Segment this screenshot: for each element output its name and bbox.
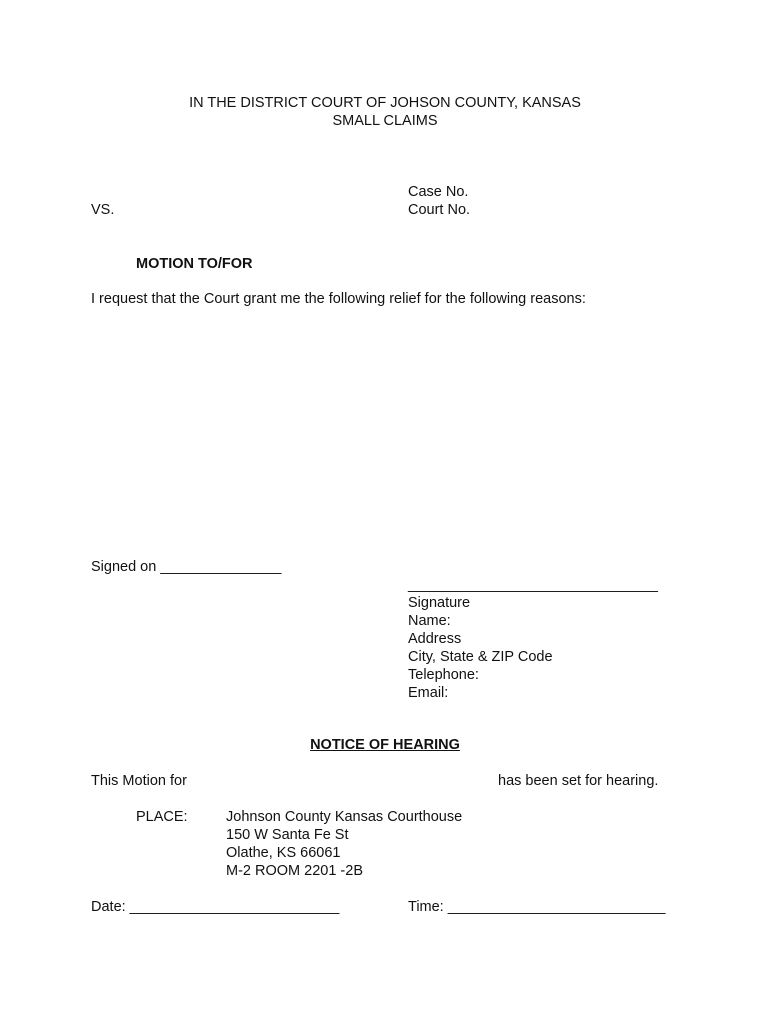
motion-request-text: I request that the Court grant me the following relief for the following reasons: [91,291,586,307]
address-label: Address [408,631,462,647]
signature-label: Signature [408,595,471,611]
motion-title: MOTION TO/FOR [136,256,253,272]
email-label: Email: [408,685,449,701]
courthouse-street: 150 W Santa Fe St [226,827,349,843]
court-name: IN THE DISTRICT COURT OF JOHSON COUNTY, KANSAS [189,95,581,111]
versus-label: VS. [91,202,115,218]
case-number-label: Case No. [408,184,469,200]
telephone-label: Telephone: [408,667,479,683]
name-label: Name: [408,613,451,629]
motion-for-text: This Motion for [91,773,187,789]
place-label: PLACE: [136,809,188,825]
date-line: Date: __________________________ [91,899,340,915]
courthouse-room: M-2 ROOM 2201 -2B [226,863,363,879]
time-line: Time: ___________________________ [408,899,666,915]
notice-title: NOTICE OF HEARING [310,737,460,753]
city-state-zip-label: City, State & ZIP Code [408,649,553,665]
courthouse-city: Olathe, KS 66061 [226,845,341,861]
court-number-label: Court No. [408,202,471,218]
courthouse-name: Johnson County Kansas Courthouse [226,809,463,825]
hearing-set-text: has been set for hearing. [498,773,659,789]
court-division: SMALL CLAIMS [332,113,438,129]
signed-on-line: Signed on _______________ [91,559,282,575]
signature-line: _______________________________ [408,577,658,593]
